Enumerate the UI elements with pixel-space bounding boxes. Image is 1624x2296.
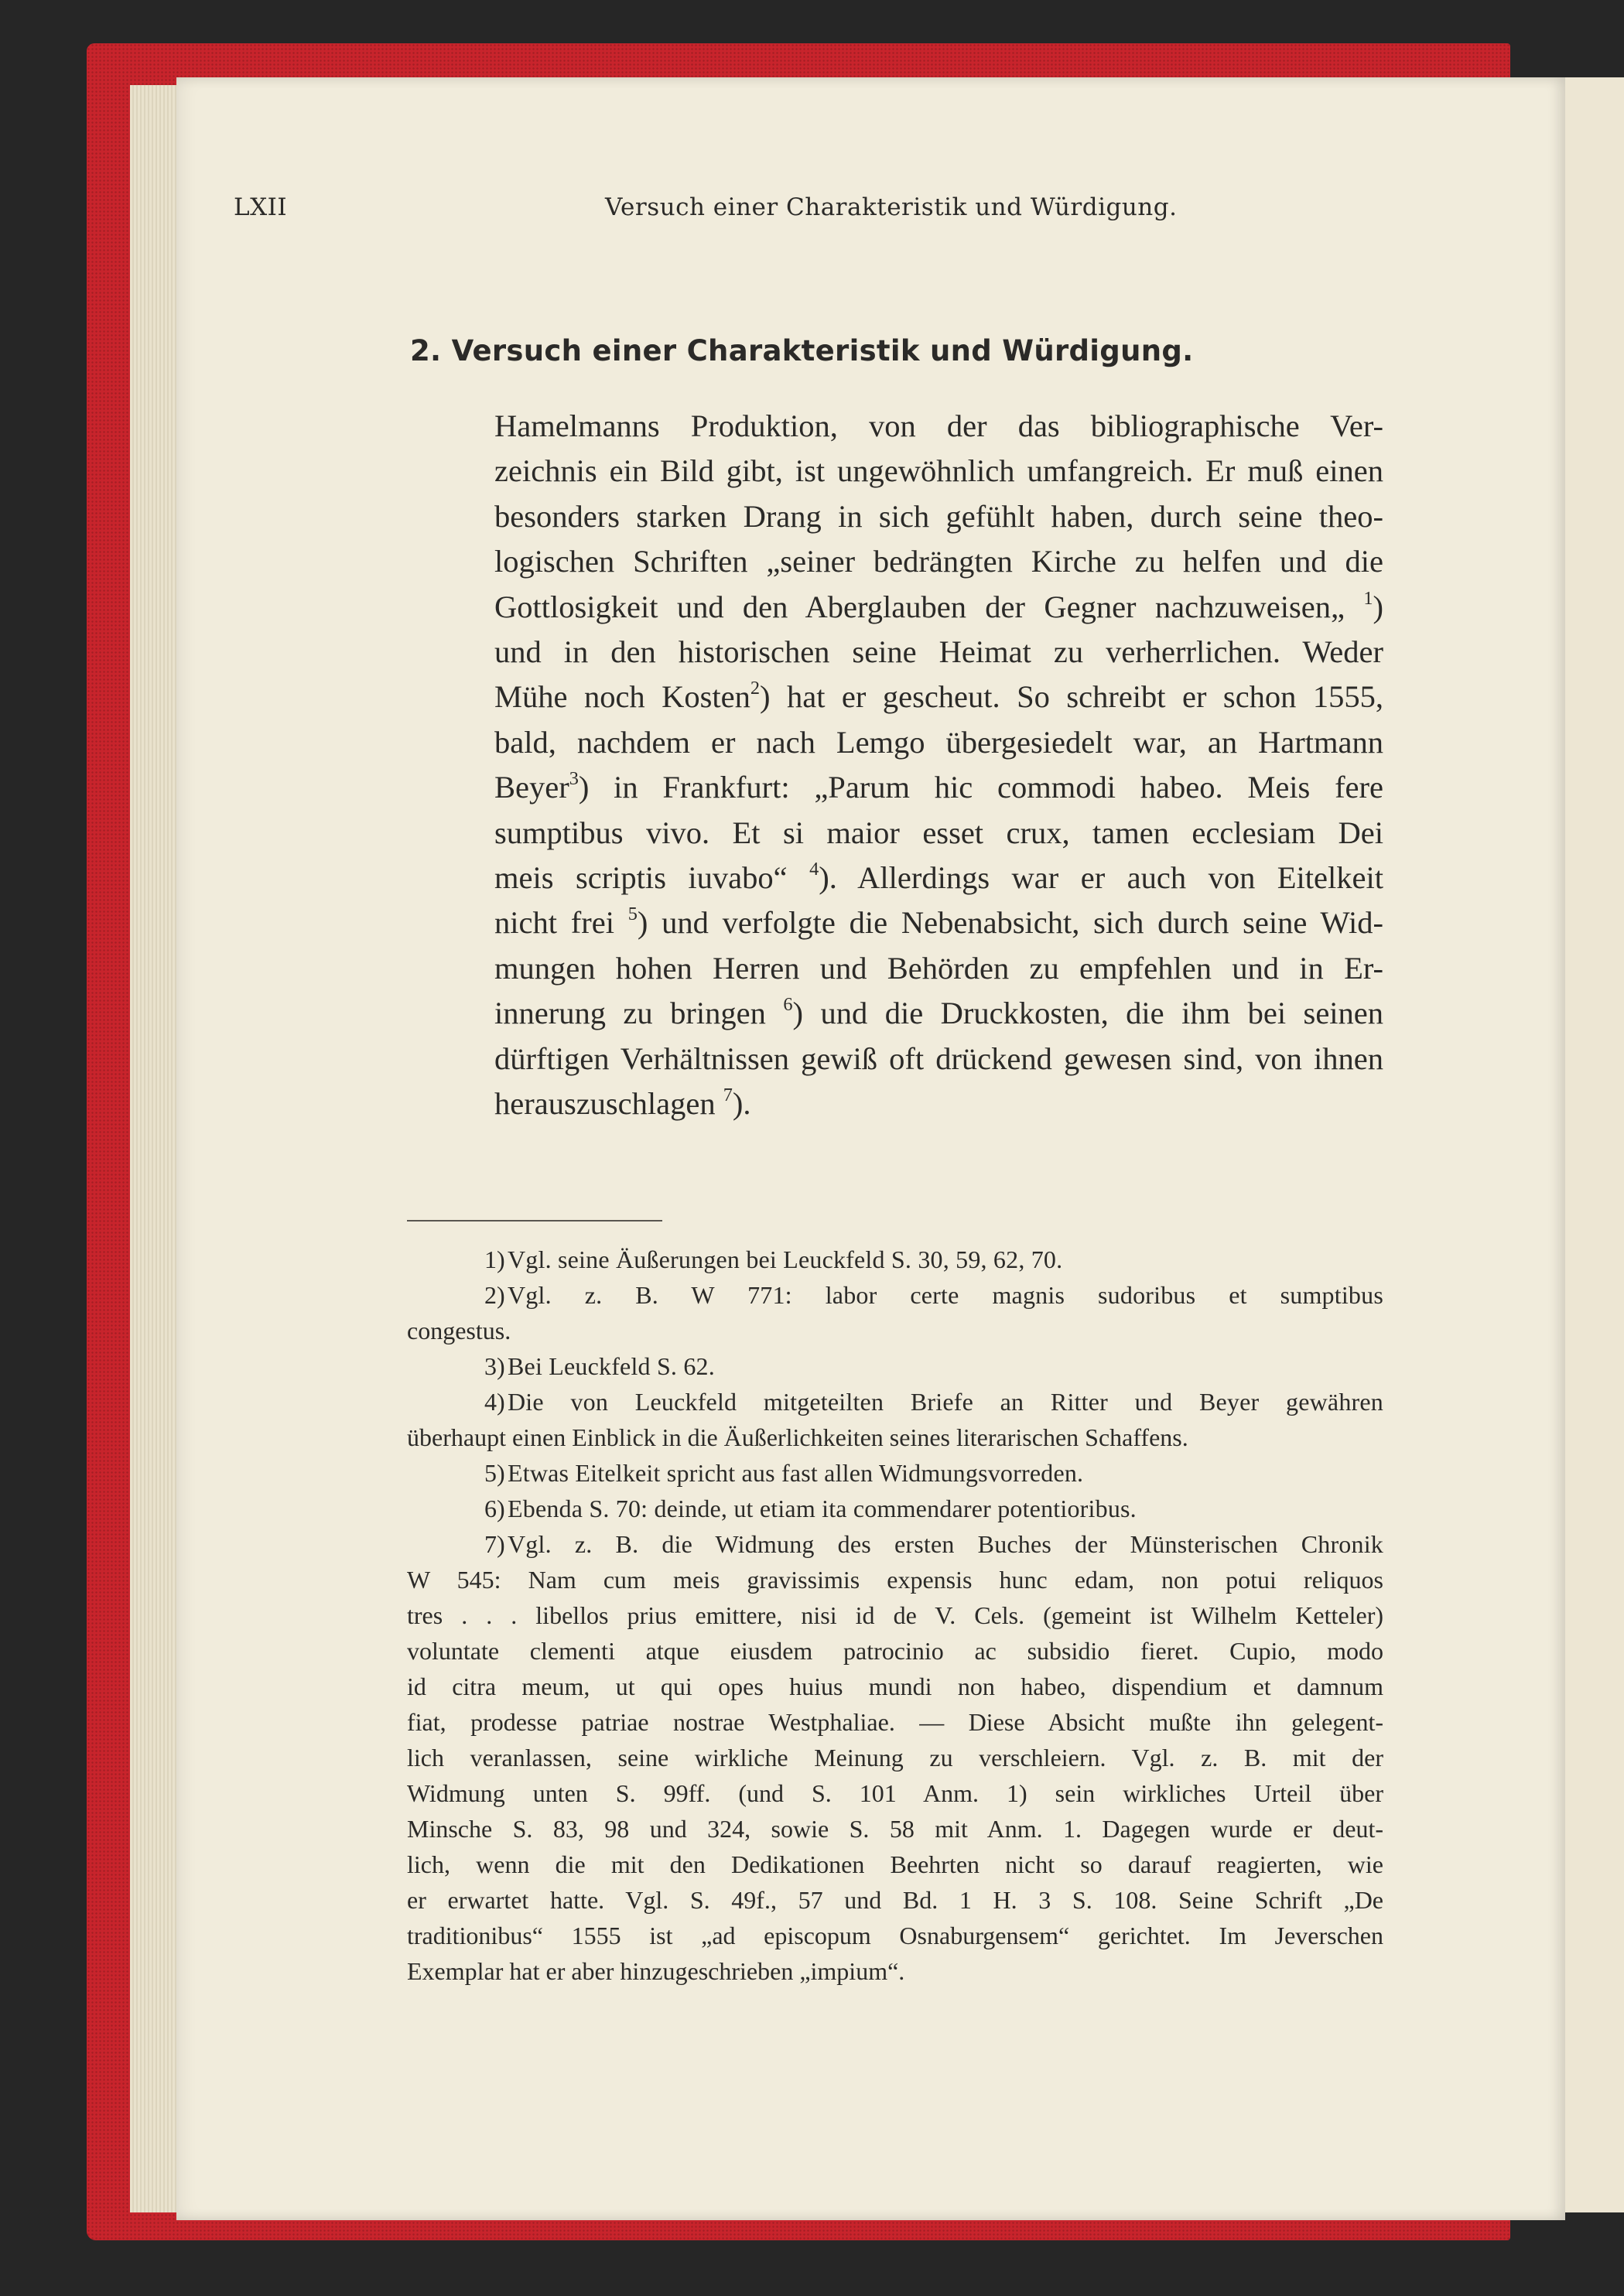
footnote-ref: 1 [1363,587,1373,609]
body-line: logischen Schriften „seiner bedrängten Kirche zu helfen und die [494,544,1383,579]
body-line: meis scriptis iuvabo“ $^4$). Allerdings war er auch von Eitelkeit [494,859,1383,896]
footnote-ref: 2 [750,678,761,699]
footnote-ref: 3 [569,768,579,790]
footnote-marker: 1) [484,1245,505,1273]
footnote-marker: 2) [484,1281,505,1309]
body-line: Gottlosigkeit und den Aberglauben der Gegner nachzuweisen„ $^1$) [494,587,1383,624]
footnote-3: 3) Bei Leuckfeld S. 62. [407,1348,1383,1384]
footnote-7: 7) Vgl. z. B. die Widmung des ersten Buches der Münsterischen Chronik W 545: Nam cum meis gravissimis expensis hunc edam, non potui reliquos tres . . . libellos prius emittere, nisi id de V. Cels. (gemeint ist Wilhelm Ketteler) voluntate clementi atque eiusdem patrocinio ac subsidio fieret. Cupio, modo id citra meum, ut qui opes huius mundi non habeo, dispendium et damnum fiat, prodesse patriae nostrae Westphaliae. — Diese Absicht mußte ihn gelegent- lich veranlassen, seine wirkliche Meinung zu verschleiern. Vgl. z. B. mit der Widmung unten S. 99ff. (und S. 101 Anm. 1) sein wirkliches Urteil über Minsche S. 83, 98 und 324, sowie S. 58 mit Anm. 1. Dagegen wurde er deut- lich, wenn die mit den Dedikationen Beehrten nicht so darauf reagierten, wie er erwartet hatte. Vgl. S. 49f., 57 und Bd. 1 H. 3 S. 108. Seine Schrift „De traditionibus“ 1555 ist „ad episcopum Osnaburgensem“ gerichtet. Im Jeverschen Exemplar hat er aber hinzugeschrieben „impium“. [407,1526,1383,1989]
footnote-marker: 7) [484,1530,505,1558]
running-head [234,193,1394,232]
body-line: nicht frei $^5$) und verfolgte die Nebenabsicht, sich durch seine Wid- [494,904,1384,941]
footnote-4: 4) Die von Leuckfeld mitgeteilten Briefe an Ritter und Beyer gewähren überhaupt einen Einblick in die Äußerlichkeiten seines literarischen Schaffens. [407,1384,1383,1455]
body-line: bald, nachdem er nach Lemgo übergesiedelt war, an Hartmann [494,724,1383,760]
body-line: sumptibus vivo. Et si maior esset crux, tamen ecclesiam Dei [494,815,1383,850]
footnote-6: 6) Ebenda S. 70: deinde, ut etiam ita commendarer potentioribus. [407,1491,1383,1526]
footnotes [407,1242,1383,1989]
footnote-marker: 6) [484,1495,505,1522]
footnote-ref: 6 [783,994,793,1016]
footnote-2: 2) Vgl. z. B. W 771: labor certe magnis sudoribus et sumptibus congestus. [407,1277,1383,1348]
footnote-separator [407,1220,662,1221]
body-line: mungen hohen Herren und Behörden zu empfehlen und in Er- [494,950,1383,986]
footnote-5: 5) Etwas Eitelkeit spricht aus fast allen Widmungsvorreden. [407,1455,1383,1491]
footnote-ref: 5 [627,904,638,925]
body-line: dürftigen Verhältnissen gewiß oft drückend gewesen sind, von ihnen [494,1040,1383,1076]
body-paragraph [407,404,1383,1127]
body-line: und in den historischen seine Heimat zu verherrlichen. Weder [494,634,1383,670]
facing-page-edge [1555,77,1624,2212]
running-title: Versuch einer Charakteristik und Würdigung. [605,193,1178,221]
body-line: innerung zu bringen $^6$) und die Druckkosten, die ihm bei seinen [494,994,1384,1031]
body-line: besonders starken Drang in sich gefühlt haben, durch seine theo- [494,498,1383,534]
body-line: herauszuschlagen $^7$). [494,1085,751,1122]
footnote-marker: 4) [484,1388,505,1416]
footnote-ref: 7 [723,1085,733,1106]
body-line: Mühe noch Kosten$^2$) hat er gescheut. So schreibt er schon 1555, [494,678,1383,715]
footnote-1: 1) Vgl. seine Äußerungen bei Leuckfeld S. 30, 59, 62, 70. [407,1242,1383,1277]
body-line: Beyer$^3$) in Frankfurt: „Parum hic commodi habeo. Meis fere [494,768,1383,805]
page-number: LXII [234,193,288,221]
body-line: zeichnis ein Bild gibt, ist ungewöhnlich umfangreich. Er muß einen [494,453,1383,489]
footnote-ref: 4 [809,859,819,880]
footnote-marker: 5) [484,1459,505,1487]
footnote-marker: 3) [484,1352,505,1380]
section-heading: 2. Versuch einer Charakteristik und Würdigung. [410,334,1194,367]
body-line: Hamelmanns Produktion, von der das bibliographische Ver- [494,408,1383,443]
